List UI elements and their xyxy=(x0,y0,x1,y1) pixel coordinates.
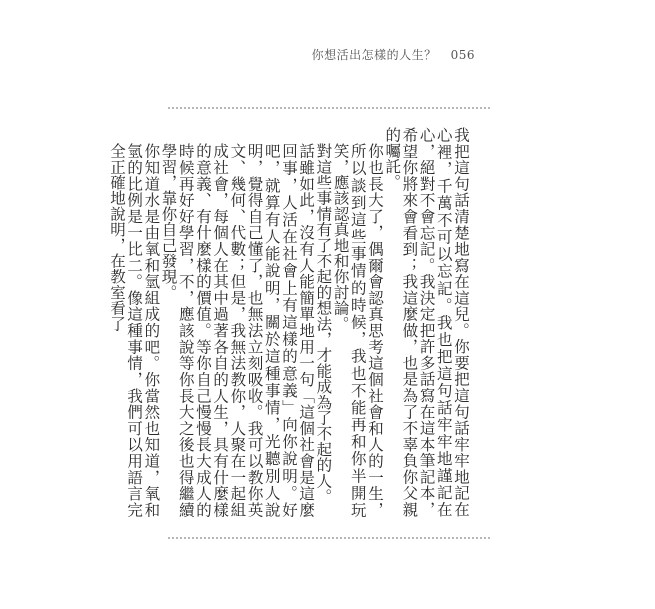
paragraph: 我把這句話清楚地寫在這兒。你要把這句話牢牢地記在心裡，千萬不可以忘記。我也把這句話牢牢地謹記在心，絕對不會忘記。我決定把許多話寫在這本筆記本，希望你將來會看到；我這麼做，也是為了不辜負你父親的囑託。 xyxy=(383,127,470,517)
top-dotted-rule xyxy=(168,107,490,109)
bottom-dotted-rule xyxy=(168,537,490,539)
running-title: 你想活出怎樣的人生？ xyxy=(311,48,437,62)
paragraph: 對這些事情有了不起的想法，才能成為了不起的人。 xyxy=(314,142,333,504)
page-number: 056 xyxy=(450,48,475,62)
paragraph: 話雖如此，沒有人能簡單地用一句「這個社會是這麼回事，人活在社會上有這樣的意義」向你說明。好吧，就算有人能說明，關於這種事情，光聽別人說明，覺得自己懂了，也無法立刻吸收。我可以教你英文、幾何、代數；但是，我無法教你，人聚在一起組成社會，每個人在其中過著各自的人生，具有什麼樣的意義、有什麼樣的價值。等你自己慢慢長大成人的時候再好好學習，不，應該說等你長大之後也得繼續學習，靠你自己發現。 xyxy=(159,142,316,517)
paragraph: 你也長大了，偶爾會認真思考這個社會和人的一生，所以談到這些事情的時候，我也不能再和你半開玩笑，應該認真地和你討論。 xyxy=(331,142,384,517)
paragraph: 你知道水是由氧和氫組成的吧。你當然也知道，氧和氫的比例是一比二。像這種事情，我們可以用語言完全正確地說明，在教室看了 xyxy=(107,142,161,517)
vertical-text-body xyxy=(108,127,469,517)
running-header xyxy=(312,46,475,63)
